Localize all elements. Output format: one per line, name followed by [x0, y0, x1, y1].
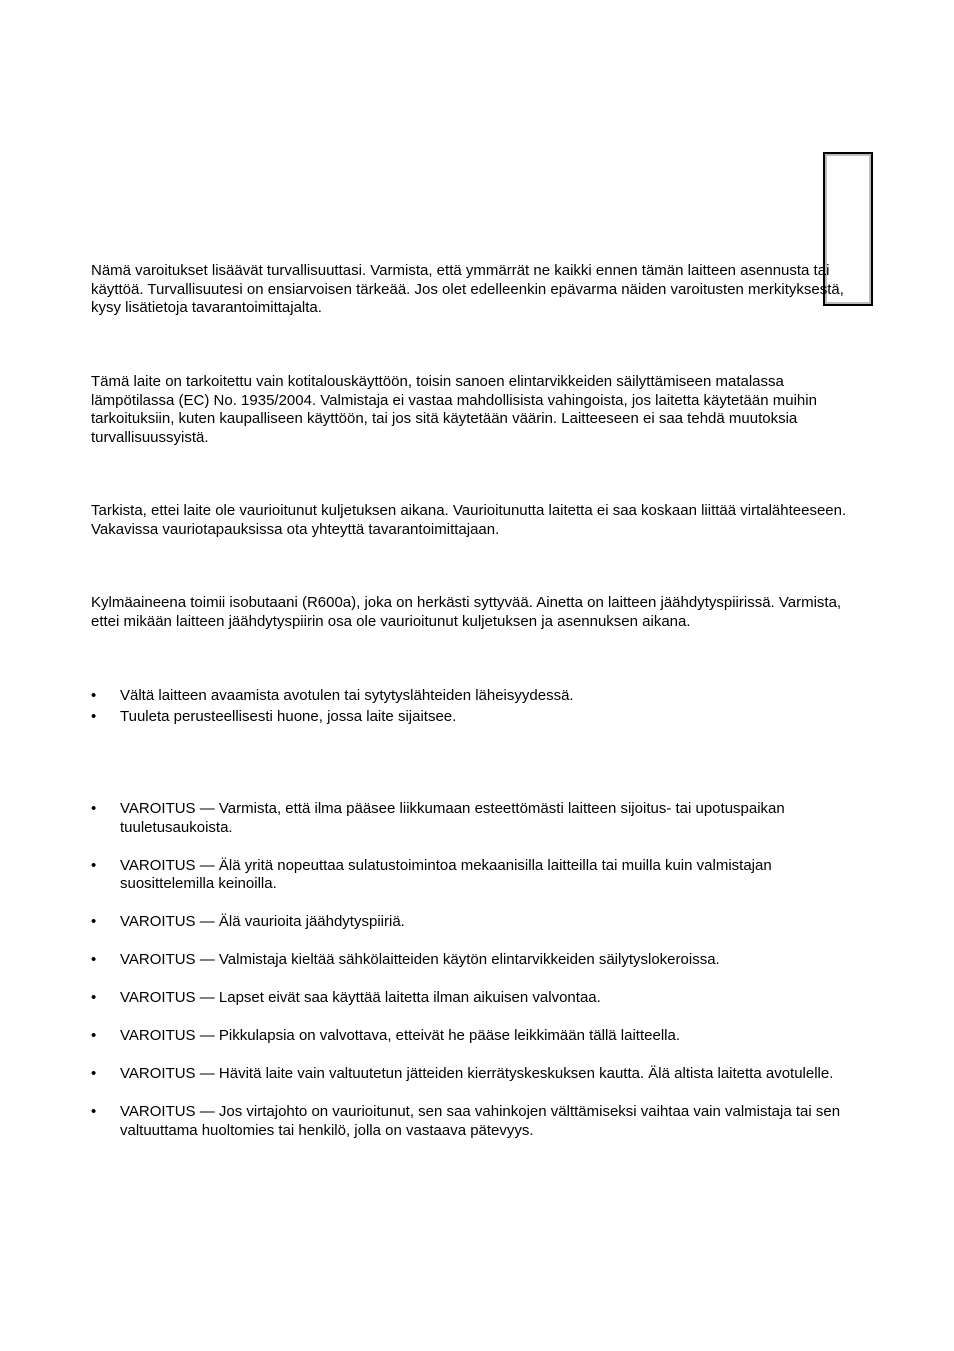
- warning-text: VAROITUS — Valmistaja kieltää sähkölaitteiden käytön elintarvikkeiden säilytyslokeroissa.: [120, 951, 720, 968]
- fire-safety-list: [91, 687, 866, 728]
- list-item: [91, 687, 866, 706]
- bullet-icon: •: [91, 856, 97, 874]
- bullet-icon: •: [91, 951, 97, 968]
- warning-item: [91, 857, 866, 894]
- warning-item: [91, 800, 866, 837]
- warning-item: [91, 1103, 866, 1140]
- warning-item: [91, 1065, 866, 1084]
- bullet-icon: •: [91, 1065, 97, 1082]
- list-item-text: Tuuleta perusteellisesti huone, jossa laite sijaitsee.: [120, 707, 457, 725]
- refrigerant-paragraph: Kylmäaineena toimii isobutaani (R600a), joka on herkästi syttyvää. Ainetta on laitteen jäähdytyspiirissä. Varmista, ettei mikään laitteen jäähdytyspiirin osa ole vaurioitunut kuljetuksen ja asennuksen aikana.: [91, 594, 842, 630]
- bullet-icon: •: [91, 800, 97, 817]
- bullet-icon: •: [91, 989, 97, 1006]
- bullet-icon: •: [91, 707, 97, 725]
- warning-item: [91, 989, 866, 1008]
- warning-text: VAROITUS — Älä yritä nopeuttaa sulatustoimintoa mekaanisilla laitteilla tai muilla kuin valmistajan suosittelemilla keinoilla.: [120, 856, 772, 892]
- warning-text: VAROITUS — Pikkulapsia on valvottava, etteivät he pääse leikkimään tällä laitteella.: [120, 1027, 680, 1044]
- transport-damage-paragraph: Tarkista, ettei laite ole vaurioitunut kuljetuksen aikana. Vaurioitunutta laitetta ei saa koskaan liittää virtalähteeseen. Vakavissa vauriotapauksissa ota yhteyttä tavarantoimittajaan.: [91, 502, 847, 538]
- warning-text: VAROITUS — Hävitä laite vain valtuutetun jätteiden kierrätyskeskuksen kautta. Älä altista laitetta avotulelle.: [120, 1065, 834, 1082]
- warnings-list: [91, 800, 866, 1160]
- intended-use-paragraph: Tämä laite on tarkoitettu vain kotitalouskäyttöön, toisin sanoen elintarvikkeiden säilyttämiseen matalassa lämpötilassa (EC) No. 1935/2004. Valmistaja ei vastaa mahdollisista vahingoista, jos laitetta käytetään muihin tarkoituksiin, kuten kaupalliseen käyttöön, tai jos sitä käytetään väärin. Laitteeseen ei saa tehdä muutoksia turvallisuussyistä.: [91, 373, 817, 446]
- list-item-text: Vältä laitteen avaamista avotulen tai sytytyslähteiden läheisyydessä.: [120, 687, 574, 704]
- warning-text: VAROITUS — Lapset eivät saa käyttää laitetta ilman aikuisen valvontaa.: [120, 989, 601, 1006]
- warning-text: VAROITUS — Jos virtajohto on vaurioitunut, sen saa vahinkojen välttämiseksi vaihtaa vain valmistaja tai sen valtuuttama huoltomies tai henkilö, jolla on vastaava pätevyys.: [120, 1103, 841, 1139]
- bullet-icon: •: [91, 687, 97, 704]
- bullet-icon: •: [91, 1103, 97, 1120]
- warning-item: [91, 951, 866, 970]
- bullet-icon: •: [91, 913, 97, 930]
- bullet-icon: •: [91, 1027, 97, 1044]
- list-item: [91, 708, 866, 727]
- warning-item: [91, 1027, 866, 1046]
- warning-item: [91, 913, 866, 932]
- warning-text: VAROITUS — Älä vaurioita jäähdytyspiiriä.: [120, 913, 405, 930]
- intro-paragraph: Nämä varoitukset lisäävät turvallisuuttasi. Varmista, että ymmärrät ne kaikki ennen tämän laitteen asennusta tai käyttöä. Turvallisuutesi on ensiarvoisen tärkeää. Jos olet edelleenkin epävarma näiden varoitusten merkityksestä, kysy lisätietoja tavarantoimittajalta.: [91, 262, 844, 316]
- warning-text: VAROITUS — Varmista, että ilma pääsee liikkumaan esteettömästi laitteen sijoitus- tai upotuspaikan tuuletusaukoista.: [120, 800, 785, 836]
